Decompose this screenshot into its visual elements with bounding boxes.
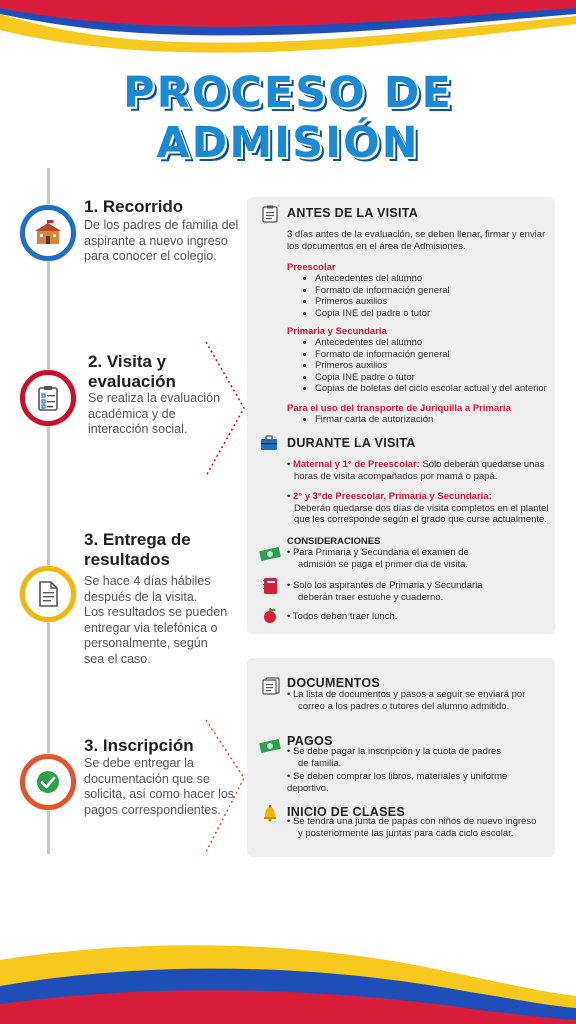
step-4-title: 3. Inscripción [84, 736, 194, 755]
step-4-desc-line: Se debe entregar la [84, 756, 194, 770]
step-2-desc-line: interacción social. [88, 422, 188, 436]
step-2-desc-line: académica y de [88, 406, 176, 421]
list-item: • Copia INE padre o tutor [315, 372, 547, 384]
consideracion-2-line: deberán traer estuche y cuaderno. [298, 591, 444, 603]
pagos-line: de familia. [298, 757, 342, 769]
notebook-icon [261, 577, 279, 595]
durante-item-2-line: • 2° y 3°de Preescolar, Primaria y Secundaria: [287, 491, 492, 502]
step-3-title-line: 3. Entrega de [84, 530, 191, 549]
bottom-wave-decoration [0, 930, 576, 1024]
step-3-desc-line: personalmente, según [84, 636, 208, 650]
consideracion-1 [287, 547, 549, 570]
step-4-desc-line: documentación que se [84, 771, 210, 786]
title-line-2: ADMISIÓN [156, 118, 420, 168]
antes-intro [287, 229, 549, 252]
documentos-heading: DOCUMENTOS [287, 676, 381, 690]
step-2-desc-line: Se realiza la evaluación [88, 391, 221, 405]
transporte-label: Para el uso del transporte de Juriquilla a Primaria [287, 403, 511, 414]
antes-heading: ANTES DE LA VISITA [287, 206, 419, 220]
list-item: • Antecedentes del alumno [315, 337, 547, 349]
inicio-text-span: Se tendrá una junta de papás con niños de nuevo ingreso [292, 816, 537, 827]
preescolar-label: Preescolar [287, 262, 336, 273]
consideracion-3 [287, 611, 397, 623]
durante-item-1 [287, 459, 549, 482]
step-3-desc-line: sea el caso. [84, 651, 151, 666]
list-item: • Primeros auxilios [315, 360, 547, 372]
check-badge-icon [29, 763, 67, 801]
durante-item-2-line: Deberán quedarse dos días de visita completos en el plantel [294, 502, 549, 514]
pagos-text-span: Se deben comprar los libros, materiales y uniforme deportivo. [287, 771, 508, 794]
step-4-circle [20, 754, 76, 810]
durante-item-2-highlight: 2° y 3°de Preescolar, Primaria y Secundaria: [292, 491, 492, 502]
primaria-label: Primaria y Secundaria [287, 326, 387, 337]
documents-icon [261, 677, 281, 695]
consideracion-3-line: • Todos deben traer lunch. [287, 611, 398, 622]
pagos-text [287, 746, 549, 794]
step-3-circle [20, 566, 76, 622]
clipboard-list-icon [261, 205, 279, 223]
durante-item-2-line: que les corresponde según el grado que curse actualmente. [294, 514, 547, 525]
pagos-heading: PAGOS [287, 734, 333, 748]
consideracion-1-text: Para Primaria y Secundaria el examen de [292, 547, 469, 558]
step-2-circle [20, 370, 76, 426]
toolbox-icon [260, 434, 278, 452]
durante-item-1-line: horas de visita acompañados por mamá o papá. [294, 470, 498, 482]
checklist-clipboard-icon [29, 379, 67, 417]
step-1-circle [20, 205, 76, 261]
inicio-line: • Se tendrá una junta de papás con niños de nuevo ingreso [287, 816, 537, 827]
step-1-desc-line: para conocer el colegio. [84, 249, 217, 263]
primaria-list [287, 337, 547, 395]
list-item: • Firmar carta de autorización [315, 414, 433, 426]
connector-step-4 [200, 718, 248, 858]
money-icon [259, 737, 281, 755]
step-4-desc-line: pagos correspondientes. [84, 802, 221, 817]
money-icon [259, 545, 281, 563]
transporte-list [287, 414, 433, 426]
durante-item-1-line: • Maternal y 1° de Preescolar: Sólo deberán quedarse unas [287, 459, 545, 470]
durante-item-1-highlight: Maternal y 1° de Preescolar: [292, 459, 420, 470]
list-item: • Formato de información general [315, 285, 450, 297]
school-building-icon [29, 214, 67, 252]
step-3-desc-line: Se hace 4 días hábiles [84, 574, 211, 588]
inicio-heading: INICIO DE CLASES [287, 805, 406, 819]
durante-item-2 [287, 491, 549, 526]
list-item: • Formato de información general [315, 349, 547, 361]
step-3-desc-line: después de la visita. [84, 589, 198, 604]
durante-item-1-text: Sólo deberán quedarse unas [419, 459, 545, 470]
step-1-description [84, 218, 244, 265]
list-item: • Primeros auxilios [315, 296, 450, 308]
step-3-desc-line: Los resultados se pueden [84, 605, 228, 619]
page-title [0, 68, 576, 168]
consideracion-1-line: admisión se paga el primer día de visita. [298, 558, 469, 570]
top-wave-decoration [0, 0, 576, 60]
list-item: • Copia INE del padre o tutor [315, 308, 450, 320]
list-item: • Antecedentes del alumno [315, 273, 450, 285]
step-1-title: 1. Recorrido [84, 197, 184, 216]
step-1-desc-line: De los padres de familia del [84, 218, 239, 232]
list-item: • Copias de boletas del ciclo escolar actual y del anterior [315, 383, 547, 395]
consideracion-2-line: • Solo los aspirantes de Primaria y Secundaria [287, 580, 483, 591]
pagos-line: • Se deben comprar los libros, materiales y uniforme deportivo. [287, 771, 508, 794]
documentos-text [287, 689, 549, 712]
documentos-line: • La lista de documentos y pasos a seguir se enviará por [287, 689, 526, 700]
step-2-title [88, 352, 176, 392]
document-icon [29, 575, 67, 613]
consideraciones-heading: CONSIDERACIONES [287, 536, 381, 547]
step-3-desc-line: entregar via telefónica o [84, 620, 218, 635]
consideracion-2 [287, 580, 549, 603]
step-1-desc-line: aspirante a nuevo ingreso [84, 233, 228, 248]
inicio-text [287, 816, 549, 839]
consideracion-2-text: Solo los aspirantes de Primaria y Secundaria [292, 580, 483, 591]
consideracion-3-text: Todos deben traer lunch. [292, 611, 398, 622]
step-3-description [84, 574, 244, 667]
connector-step-2 [200, 340, 248, 480]
step-2-title-line: 2. Visita y [88, 352, 167, 371]
consideracion-1-line: • Para Primaria y Secundaria el examen de [287, 547, 469, 558]
durante-heading: DURANTE LA VISITA [287, 436, 416, 450]
step-2-title-line: evaluación [88, 372, 176, 391]
documentos-line: correo a los padres o tutores del alumno admitido. [298, 700, 510, 712]
documentos-text-span: La lista de documentos y pasos a seguir se enviará por [292, 689, 526, 700]
step-3-title [84, 530, 191, 570]
timeline-line [47, 168, 50, 854]
pagos-line: • Se debe pagar la inscripción y la cuota de padres [287, 746, 502, 757]
step-4-desc-line: solicita, así como hacer los [84, 787, 235, 801]
step-3-title-line: resultados [84, 550, 170, 569]
title-line-1: PROCESO DE [123, 68, 453, 118]
preescolar-list [287, 273, 450, 319]
inicio-line: y posteriormente las juntas para cada ciclo escolar. [298, 827, 514, 839]
antes-intro-line: 3 días antes de la evaluación, se deben llenar, firmar y enviar [287, 229, 546, 240]
pagos-text-span: Se debe pagar la inscripción y la cuota de padres [292, 746, 502, 757]
apple-icon [261, 606, 279, 624]
school-bell-icon [261, 804, 279, 822]
antes-intro-line: los documentos en el área de Admisiones. [287, 240, 466, 252]
